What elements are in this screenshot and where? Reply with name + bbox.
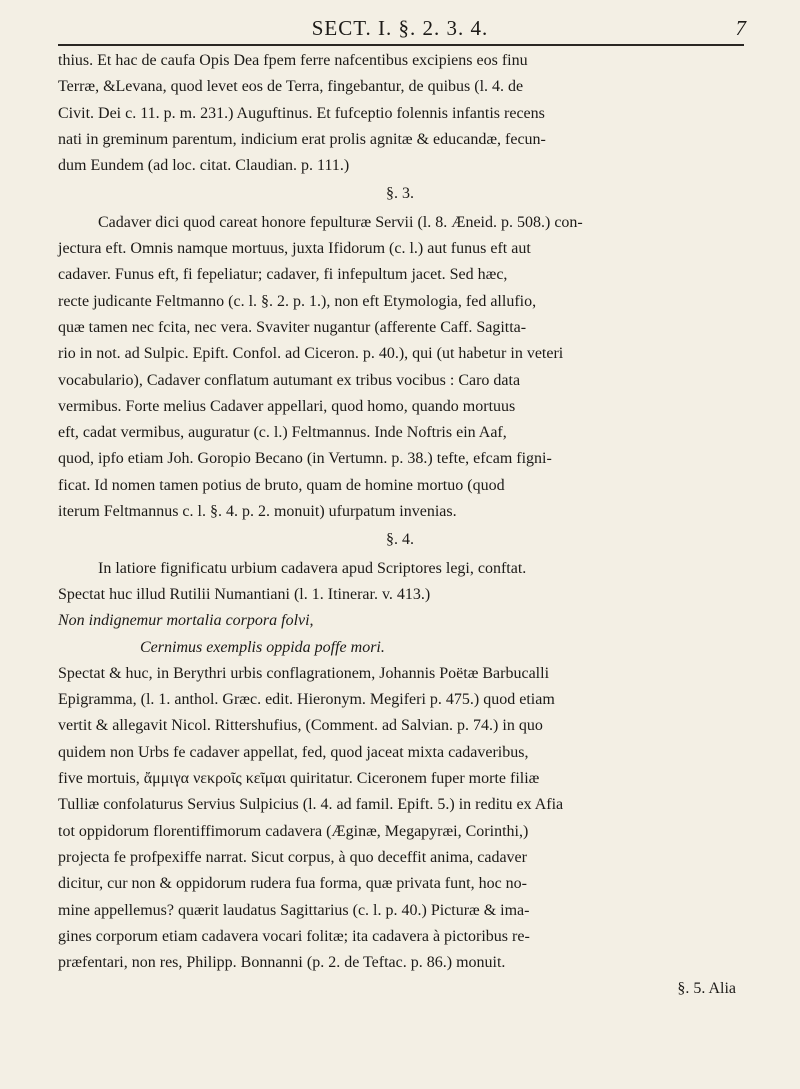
text-line: dicitur, cur non & oppidorum rudera fua forma, quæ privata funt, hoc no- (58, 875, 528, 893)
text-line: jectura eft. Omnis namque mortuus, juxta Ifidorum (c. l.) aut funus eft aut (58, 240, 531, 258)
text-line: gines corporum etiam cadavera vocari folitæ; ita cadavera à pictoribus re- (58, 927, 530, 945)
text-line: Terræ, &Levana, quod levet eos de Terra, fingebantur, de quibus (l. 4. de (58, 78, 524, 96)
text-line: ficat. Id nomen tamen potius de bruto, quam de homine mortuo (quod (58, 476, 505, 494)
text-line: five mortuis, ἄμμιγα νεκροῖς κεῖμαι quiritatur. Ciceronem fuper morte filiæ (58, 770, 540, 788)
section-heading: SECT. I. §. 2. 3. 4. (311, 16, 489, 40)
text-line: dum Eundem (ad loc. citat. Claudian. p. 111.) (58, 157, 350, 175)
text-line: nati in greminum parentum, indicium erat prolis agnitæ & educandæ, fecun- (58, 130, 546, 148)
text-line: In latiore fignificatu urbium cadavera apud Scriptores legi, conftat. (98, 559, 527, 577)
page-number: 7 (735, 16, 746, 40)
text-line: Epigramma, (l. 1. anthol. Græc. edit. Hieronym. Megiferi p. 475.) quod etiam (58, 691, 555, 709)
verse-line: Non indignemur mortalia corpora folvi, (58, 612, 314, 630)
text-line: tot oppidorum florentiffimorum cadavera (Æginæ, Megapyræi, Corinthi,) (58, 822, 529, 840)
text-line: quod, ipfo etiam Joh. Goropio Becano (in Vertumn. p. 38.) tefte, efcam figni- (58, 450, 552, 468)
text-line: quidem non Urbs fe cadaver appellat, fed, quod jaceat mixta cadaveribus, (58, 743, 529, 761)
verse-line: Cernimus exemplis oppida poffe mori. (140, 638, 385, 656)
body-text (58, 48, 742, 1003)
text-line: thius. Et hac de caufa Opis Dea fpem ferre nafcentibus excipiens eos finu (58, 52, 528, 69)
text-line: vermibus. Forte melius Cadaver appellari, quod homo, quando mortuus (58, 397, 516, 415)
text-line: cadaver. Funus eft, fi fepeliatur; cadaver, fi infepultum jacet. Sed hæc, (58, 266, 508, 284)
text-line: Cadaver dici quod careat honore fepulturæ Servii (l. 8. Æneid. p. 508.) con- (98, 213, 583, 231)
text-line: Tulliæ confolaturus Servius Sulpicius (l. 4. ad famil. Epift. 5.) in reditu ex Afia (58, 796, 564, 814)
text-line: mine appellemus? quærit laudatus Sagittarius (c. l. p. 40.) Picturæ & ima- (58, 901, 530, 919)
header-rule (58, 44, 744, 46)
section-number: §. 3. (386, 185, 414, 203)
text-line: præfentari, non res, Philipp. Bonnanni (p. 2. de Teftac. p. 86.) monuit. (58, 954, 506, 972)
text-line: rio in not. ad Sulpic. Epift. Confol. ad Ciceron. p. 40.), qui (ut habetur in veteri (58, 345, 564, 363)
text-line: Civit. Dei c. 11. p. m. 231.) Auguftinus. Et fufceptio folennis infantis recens (58, 104, 545, 122)
text-line: vertit & allegavit Nicol. Rittershufius, (Comment. ad Salvian. p. 74.) in quo (58, 717, 543, 735)
text-line: vocabulario), Cadaver conflatum autumant ex tribus vocibus : Caro data (58, 371, 521, 389)
section-number: §. 4. (386, 531, 414, 549)
text-line: eft, cadat vermibus, auguratur (c. l.) Feltmannus. Inde Noftris ein Aaf, (58, 424, 507, 442)
text-line: recte judicante Feltmanno (c. l. §. 2. p. 1.), non eft Etymologia, fed allufio, (58, 292, 537, 310)
text-line: projecta fe profpexiffe narrat. Sicut corpus, à quo deceffit anima, cadaver (58, 848, 527, 866)
running-head (58, 14, 746, 48)
catchword: §. 5. Alia (677, 980, 736, 998)
text-line: Spectat & huc, in Berythri urbis conflagrationem, Johannis Poëtæ Barbucalli (58, 664, 550, 682)
text-line: Spectat huc illud Rutilii Numantiani (l. 1. Itinerar. v. 413.) (58, 585, 431, 603)
text-line: iterum Feltmannus c. l. §. 4. p. 2. monuit) ufurpatum invenias. (58, 503, 457, 521)
text-line: quæ tamen nec fcita, nec vera. Svaviter nugantur (afferente Caff. Sagitta- (58, 318, 527, 336)
